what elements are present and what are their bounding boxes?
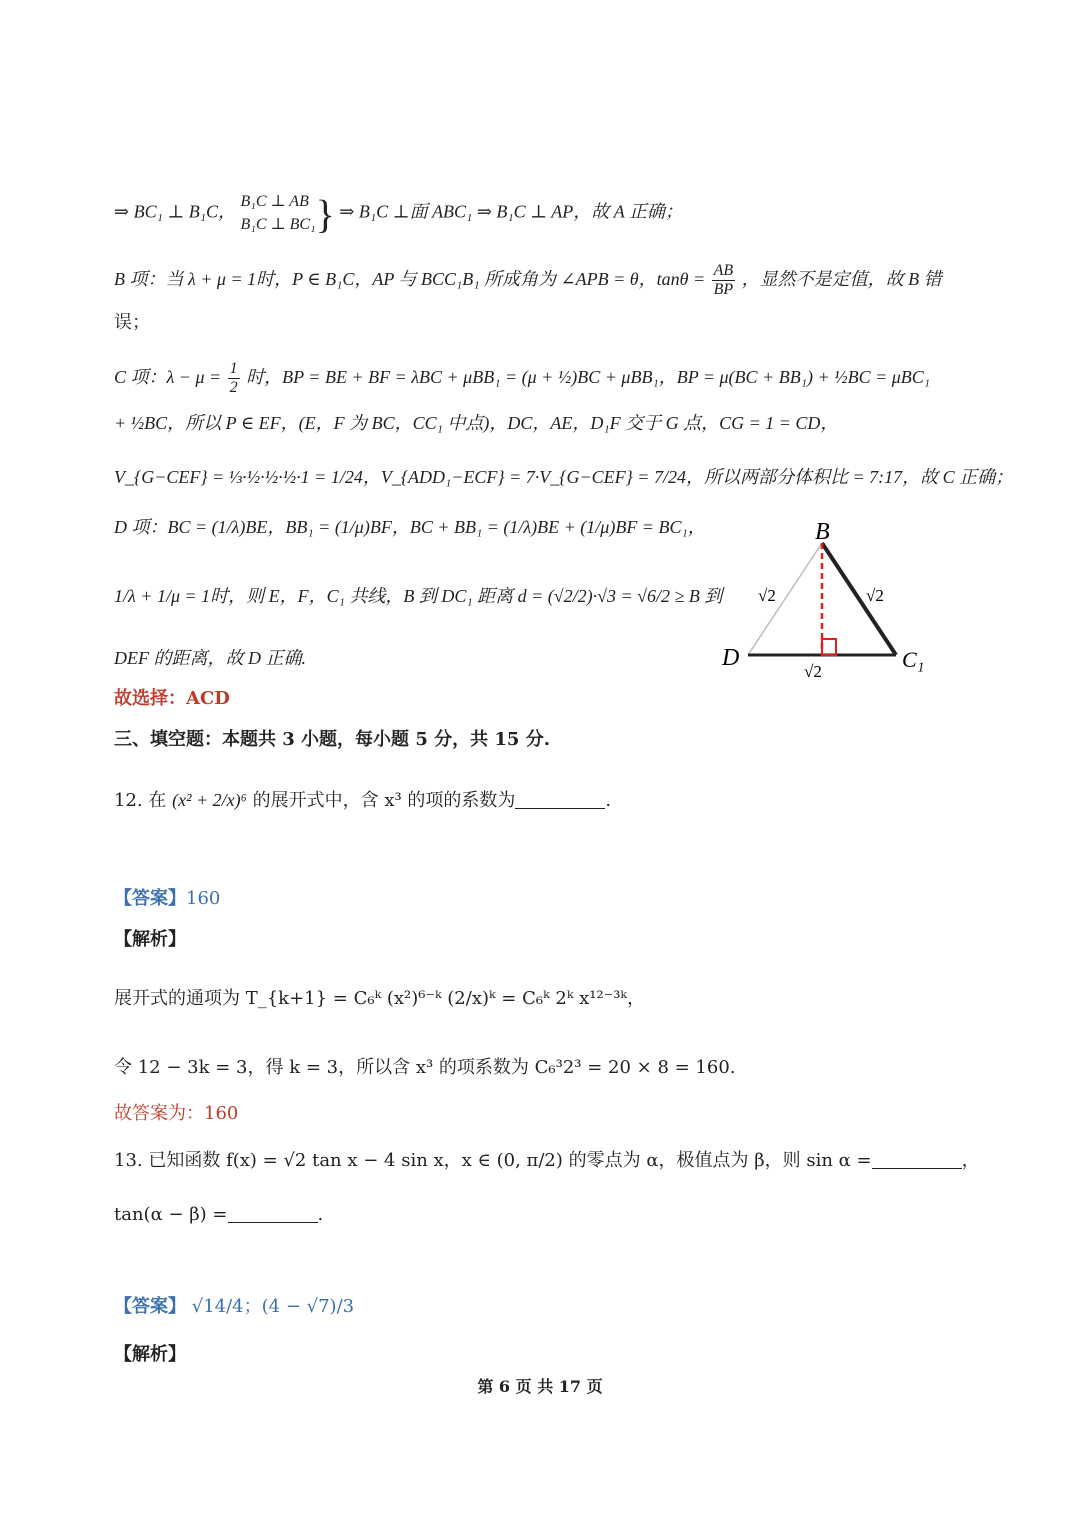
c-item-text-2: 时，BP = BE + BF = λBC + μBB₁ =	[246, 367, 518, 388]
line-1-end: ⇒ B₁C ⊥面 ABC₁ ⇒ B₁C ⊥ AP，故 A 正确；	[339, 201, 683, 222]
answer-12-value: 160	[186, 888, 221, 909]
q13-text-1-end: ，	[961, 1150, 980, 1171]
q12-prefix: 12. 在	[114, 790, 167, 811]
system-row-1: B₁C ⊥ AB	[240, 193, 309, 210]
c-item-text-3: (μ + ½)BC + μBB₁，BP = μ(BC + BB₁) + ½BC = μBC₁	[521, 367, 931, 388]
chosen-answer: 故选择：ACD	[114, 688, 230, 709]
final-answer-12: 故答案为：160	[114, 1103, 239, 1124]
b-item-text-2: ，显然不是定值，故 B 错	[741, 269, 942, 290]
triangle-figure	[718, 515, 958, 685]
solution-12-line-2: 令 12 − 3k = 3，得 k = 3，所以含 x³ 的项系数为 C₆³2³ = 20 × 8 = 160.	[114, 1057, 736, 1078]
label-D: D	[722, 645, 740, 671]
line-1-start: ⇒ BC₁ ⊥ B₁C，	[114, 201, 237, 222]
q13-text-1: 13. 已知函数 f(x) = √2 tan x − 4 sin x，x ∈ (0, π/2) 的零点为 α，极值点为 β，则 sin α =	[114, 1150, 872, 1171]
solution-12-line-1: 展开式的通项为 T_{k+1} = C₆ᵏ (x²)⁶⁻ᵏ (2/x)ᵏ = C₆ᵏ 2ᵏ x¹²⁻³ᵏ，	[114, 988, 645, 1009]
d-item-text-2: 1/λ + 1/μ = 1时，则 E，F，C₁ 共线，B 到 DC₁ 距离 d = (√2/2)·√3 = √6/2 ≥ B 到	[114, 586, 723, 606]
b-item-text-1: B 项：当 λ + μ = 1时，P ∈ B₁C，AP 与 BCC₁B₁ 所成角为 ∠APB = θ，tanθ =	[114, 269, 706, 290]
answer-13-label: 【答案】	[114, 1296, 186, 1317]
q12-expression: (x² + 2/x)⁶	[172, 790, 247, 810]
label-C1: C₁	[902, 647, 925, 672]
label-side-BC1: √2	[866, 586, 884, 605]
c-item-text-4: + ½BC，所以 P ∈ EF，(E，F 为 BC，CC₁ 中点)，DC，AE，D₁F 交于 G 点，CG = 1 = CD，	[114, 413, 839, 433]
analysis-12-label: 【解析】	[114, 929, 186, 950]
answer-12-label: 【答案】	[114, 888, 186, 909]
label-side-DC1: √2	[804, 662, 822, 681]
b-frac-den: BP	[713, 281, 734, 299]
q13-text-2-end: .	[317, 1204, 324, 1225]
answer-13-separator: ；	[243, 1296, 262, 1317]
answer-13-value-b: (4 − √7)/3	[261, 1296, 355, 1317]
b-item-fraction	[712, 262, 736, 300]
q12-text: 的展开式中，含 x³ 的项的系数为	[252, 790, 516, 811]
d-item-text-1: D 项：BC = (1/λ)BE，BB₁ = (1/μ)BF，BC + BB₁ = (1/λ)BE + (1/μ)BF = BC₁，	[114, 517, 706, 537]
label-side-DB: √2	[758, 586, 776, 605]
c-half-fraction: $\frac{1}{2}$	[229, 360, 238, 397]
label-B: B	[815, 519, 830, 545]
page-footer: 第 6 页 共 17 页	[477, 1377, 603, 1396]
right-angle-mark	[822, 639, 836, 655]
q13-blank-2[interactable]	[228, 1204, 318, 1223]
d-item-text-3: DEF 的距离，故 D 正确.	[114, 648, 306, 668]
q12-blank[interactable]	[515, 790, 605, 809]
c-item-text-1: C 项：λ − μ =	[114, 367, 222, 388]
q13-text-2: tan(α − β) =	[114, 1204, 228, 1225]
b-item-text-3: 误；	[114, 312, 150, 333]
q13-blank-1[interactable]	[872, 1150, 962, 1169]
system-row-2: B₁C ⊥ BC₁	[240, 216, 316, 234]
system-block	[241, 190, 316, 236]
answer-13-value-a: √14/4	[191, 1296, 244, 1317]
b-frac-num: AB	[712, 262, 736, 281]
analysis-13-label: 【解析】	[114, 1344, 186, 1365]
c-item-text-5: V_{G−CEF} = ⅓·½·½·½·1 = 1/24，V_{ADD₁−ECF} = 7·V_{G−CEF} = 7/24，所以两部分体积比 = 7:17，故 C 正确；	[114, 467, 1014, 487]
q12-end: .	[605, 790, 612, 811]
section-3-heading: 三、填空题：本题共 3 小题，每小题 5 分，共 15 分.	[114, 729, 550, 750]
